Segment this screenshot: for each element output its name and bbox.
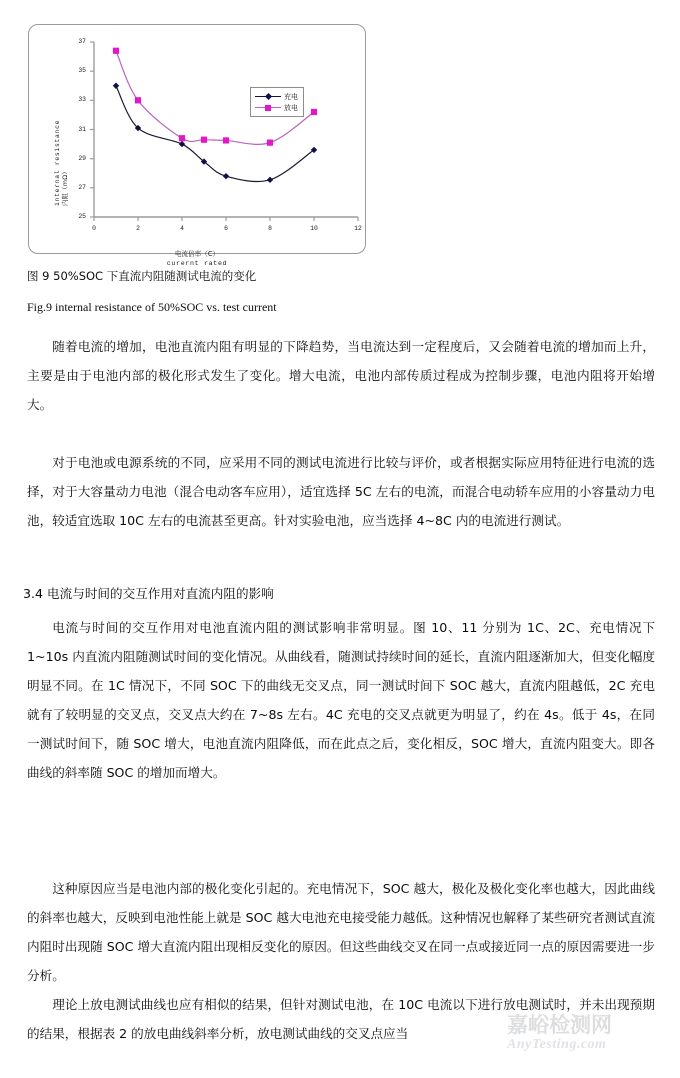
x-axis-title-en: curernt rated xyxy=(166,260,228,267)
paragraph-1-text: 随着电流的增加，电池直流内阻有明显的下降趋势，当电流达到一定程度后，又会随着电流的增加而上升，主要是由于电池内部的极化形式发生了变化。增大电流，电池内部传质过程成为控制步骤，电池内阻将开始增大。 xyxy=(27,339,655,412)
x-tick-label: 10 xyxy=(310,225,318,232)
watermark-text-cn: 嘉峪检测网 xyxy=(507,1013,612,1037)
data-point-discharge xyxy=(179,135,185,141)
y-tick-label: 37 xyxy=(78,38,86,45)
paragraph-5 xyxy=(27,990,655,1048)
y-tick-label: 33 xyxy=(78,96,86,104)
data-point-charge xyxy=(179,141,185,147)
paragraph-3 xyxy=(27,613,655,787)
legend-label-charge: 充电 xyxy=(284,92,298,101)
x-axis-title-cn: 电流倍率（C） xyxy=(174,250,220,258)
x-tick-label: 4 xyxy=(180,225,184,232)
y-axis-title-cn: 内阻（mΩ） xyxy=(61,168,69,206)
line-chart xyxy=(28,24,366,267)
chart-legend xyxy=(250,87,304,117)
section-heading-3-4: 3.4 电流与时间的交互作用对直流内阻的影响 xyxy=(23,586,274,601)
x-tick-label: 12 xyxy=(354,225,362,232)
paragraph-4 xyxy=(27,874,655,990)
axis-tick-marks xyxy=(90,42,358,221)
x-tick-label: 8 xyxy=(268,225,272,232)
legend-item-discharge xyxy=(255,102,298,113)
paragraph-3-text: 电流与时间的交互作用对电池直流内阻的测试影响非常明显。图 10、11 分别为 1C、2C、充电情况下 1~10s 内直流内阻随测试时间的变化情况。从曲线看，随测试持续时间的延长，直流内阻逐渐加大，但变化幅度明显不同。在 1C 情况下，不同 SOC 下的曲线无交叉点，同一测试时间下 SOC 越大，直流内阻越低，2C 充电就有了较明显的交叉点，交叉点大约在 7~8s 左右。4C 充电的交叉点就更为明显了，约在 4s。低于 4s，在同一测试时间下，随 SOC 增大，电池直流内阻降低，而在此点之后，变化相反，SOC 增大，直流内阻变大。即各曲线的斜率随 SOC 的增加而增大。 xyxy=(27,620,655,780)
figure-9 xyxy=(28,24,368,267)
y-tick-label: 31 xyxy=(78,125,86,133)
data-point-discharge xyxy=(135,97,141,103)
legend-marker-square-icon xyxy=(255,103,281,113)
paragraph-5-text: 理论上放电测试曲线也应有相似的结果，但针对测试电池，在 10C 电流以下进行放电测试时，并未出现预期的结果，根据表 2 的放电曲线斜率分析，放电测试曲线的交叉点应当 xyxy=(27,997,655,1041)
paragraph-2 xyxy=(27,448,655,535)
legend-item-charge xyxy=(255,91,298,102)
y-tick-label: 25 xyxy=(78,213,86,220)
y-axis-title-en: internal resistance xyxy=(54,119,61,206)
data-point-discharge xyxy=(201,137,207,143)
data-point-discharge xyxy=(113,48,119,54)
paragraph-4-text: 这种原因应当是电池内部的极化变化引起的。充电情况下，SOC 越大，极化及极化变化率也越大，因此曲线的斜率也越大，反映到电池性能上就是 SOC 越大电池充电接受能力越低。这种情况也解释了某些研究者测试直流内阻时出现随 SOC 增大直流内阻出现相反变化的原因。但这些曲线交叉在同一点或接近同一点的原因需要进一步分析。 xyxy=(27,881,655,983)
figure-caption-en: Fig.9 internal resistance of 50%SOC vs. test current xyxy=(27,300,277,314)
data-point-discharge xyxy=(311,109,317,115)
data-point-discharge xyxy=(267,140,273,146)
x-tick-label: 6 xyxy=(224,225,228,232)
watermark-text-en: AnyTesting.com xyxy=(507,1037,607,1052)
data-point-discharge xyxy=(223,137,229,143)
legend-label-discharge: 放电 xyxy=(284,103,298,112)
data-point-charge xyxy=(223,173,229,179)
y-tick-label: 29 xyxy=(78,154,86,162)
data-point-charge xyxy=(267,177,273,183)
paragraph-2-text: 对于电池或电源系统的不同，应采用不同的测试电流进行比较与评价，或者根据实际应用特征进行电流的选择，对于大容量动力电池（混合电动客车应用），适宜选择 5C 左右的电流，而混合电动轿车应用的小容量动力电池，较适宜选取 10C 左右的电流甚至更高。针对实验电池，应当选择 4~8C 内的电流进行测试。 xyxy=(27,455,655,528)
y-tick-label: 35 xyxy=(78,67,86,75)
legend-marker-diamond-icon xyxy=(255,92,281,102)
figure-caption-cn: 图 9 50%SOC 下直流内阻随测试电流的变化 xyxy=(27,269,257,283)
data-point-charge xyxy=(113,83,119,89)
paragraph-1 xyxy=(27,332,655,419)
y-axis-title xyxy=(54,76,77,206)
y-tick-label: 27 xyxy=(78,183,86,191)
x-tick-label: 2 xyxy=(136,225,140,232)
x-tick-label: 0 xyxy=(92,225,96,232)
